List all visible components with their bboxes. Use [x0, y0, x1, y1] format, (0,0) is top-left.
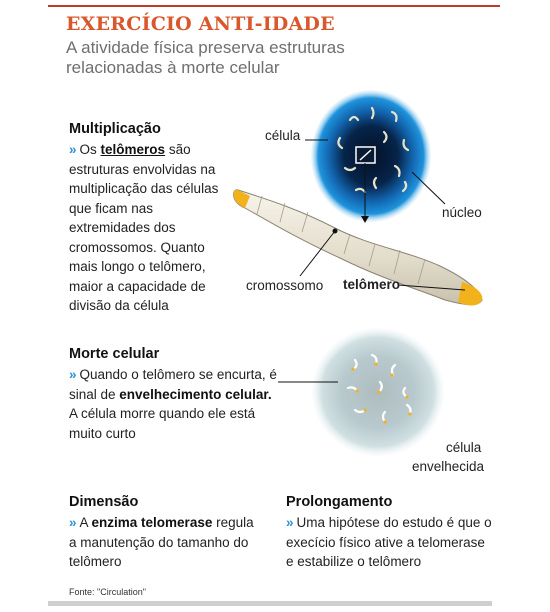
highlight-envelhecimento: envelhecimento celular. — [119, 386, 272, 402]
highlight-telomeros: telômeros — [100, 142, 166, 157]
label-nucleus: núcleo — [442, 205, 482, 220]
double-chevron-icon: » — [286, 515, 294, 530]
label-aged-cell-line1: célula — [446, 440, 482, 455]
highlight-telomerase: enzima telomerase — [91, 515, 213, 530]
source-credit: Fonte: "Circulation" — [69, 587, 146, 597]
label-telomere: telômero — [343, 277, 401, 292]
heading-morte-celular: Morte celular — [69, 346, 160, 362]
double-chevron-icon: » — [69, 515, 77, 530]
heading-prolongamento: Prolongamento — [286, 494, 393, 510]
text-dimensao: » A enzima telomerase regula a manutenção do tamanho do telômero — [69, 515, 254, 569]
text-prolongamento: » Uma hipótese do estudo é que o execício físico ative a telomerase e estabilize o telômero — [286, 515, 492, 569]
bottom-rule — [48, 601, 492, 606]
text-multiplicacao: » Os telômeros são estruturas envolvidas na multiplicação das células que ficam nas extremidades dos cromossomos. Quanto mais longo o telômero, maior a capacidade de divisão da célula — [69, 142, 219, 313]
double-chevron-icon: » — [69, 142, 77, 157]
heading-dimensao: Dimensão — [69, 494, 139, 510]
label-aged-cell-line2: envelhecida — [412, 459, 485, 474]
page-title: EXERCÍCIO ANTI-IDADE — [66, 13, 335, 35]
telomere-right — [458, 282, 482, 306]
label-cell: célula — [265, 128, 301, 143]
text-morte-celular: » Quando o telômero se encurta, é sinal de envelhecimento celular. A célula morre quando ele está muito curto — [69, 367, 277, 441]
page-subtitle: A atividade física preserva estruturas relacionadas à morte celular — [66, 38, 345, 77]
heading-multiplicacao: Multiplicação — [69, 121, 161, 137]
double-chevron-icon: » — [69, 367, 77, 382]
label-chromosome: cromossomo — [246, 278, 324, 293]
